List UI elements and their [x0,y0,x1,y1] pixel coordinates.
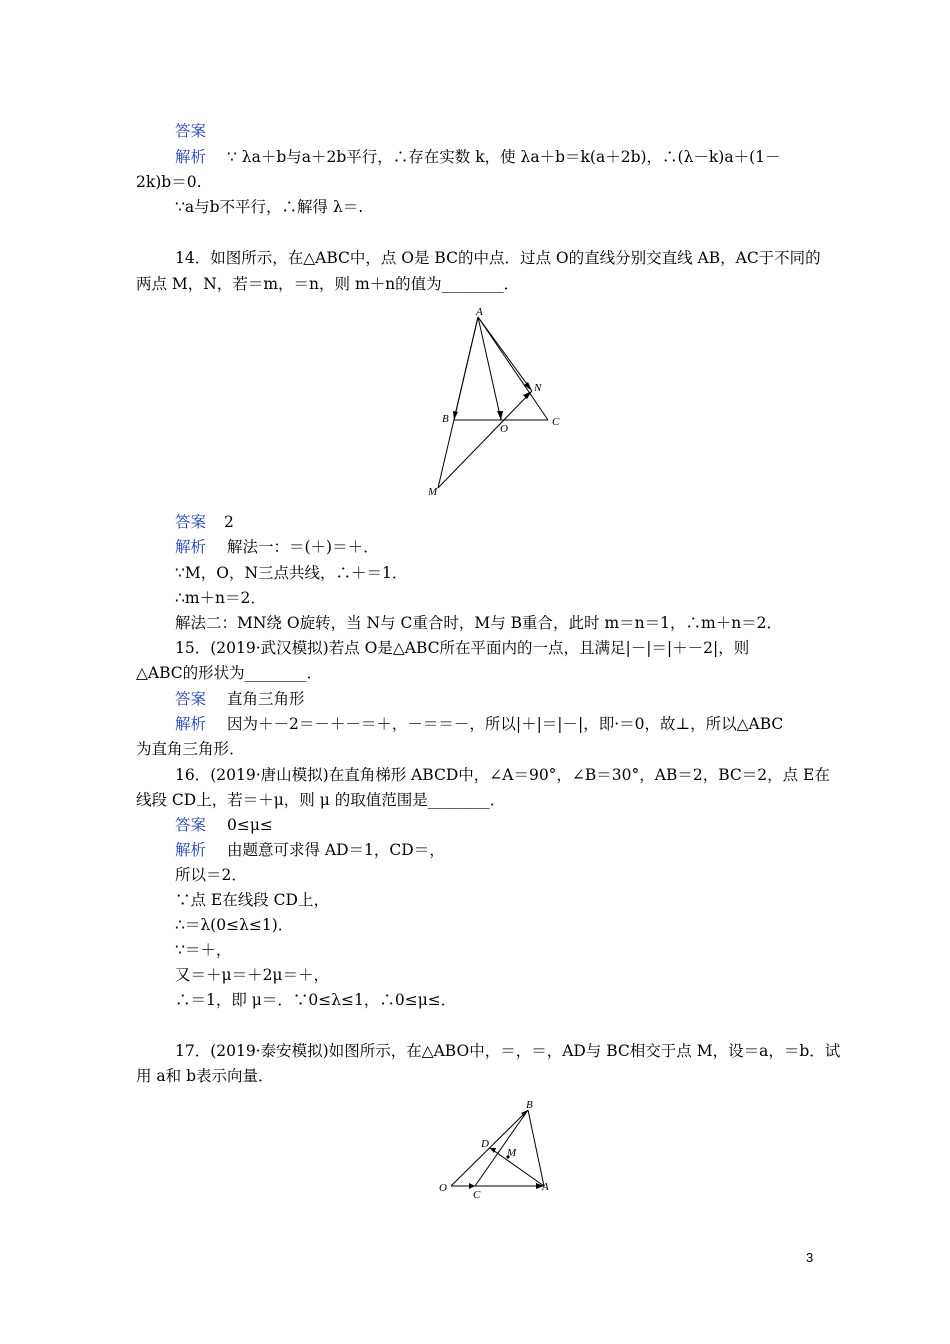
page-number: 3 [806,1250,814,1265]
q16-analysis-line-1: 由题意可求得 AD＝1，CD＝， [227,841,445,859]
label-c: C [552,416,560,428]
q15-analysis-line-1: 因为＋－2＝－＋－＝＋，－＝＝－，所以|＋|＝|－|，即·＝0，故⊥，所以△ABC [227,715,784,733]
label-n: N [534,382,542,394]
q13-analysis-line-1: ∵ λa＋b与a＋2b平行，∴存在实数 k，使 λa＋b＝k(a＋2b)，∴(λ－k)a＋(1－ [227,148,781,166]
q13-analysis-line-2: 2k)b＝0. [136,173,202,191]
label-o: O [500,423,508,435]
q16-analysis-line-4: ∴＝λ(0≤λ≤1)． [175,916,294,934]
q14-stem-line-2: 两点 M，N，若＝m，＝n，则 m＋n的值为________． [136,275,520,293]
line-ba [528,1110,544,1186]
q14-analysis-line-4: 解法二：MN绕 O旋转，当 N与 C重合时，M与 B重合，此时 m＝n＝1，∴m＋n＝2． [175,614,783,632]
q17-triangle-figure [435,1098,560,1203]
line-ac [478,317,548,420]
q15-analysis-label: 解析 [175,715,207,733]
label-b: B [442,413,449,425]
label-a: A [542,1181,549,1193]
q14-stem-line-1: 14．如图所示，在△ABC中，点 O是 BC的中点．过点 O的直线分别交直线 AB，AC于不同的 [175,249,821,267]
q16-answer-label: 答案 [175,816,207,834]
q16-analysis-line-2: 所以＝2． [175,866,247,884]
arrow-head-icon [497,411,503,420]
q14-analysis-label: 解析 [175,538,207,556]
q16-stem-line-1: 16．(2019·唐山模拟)在直角梯形 ABCD中，∠A＝90°，∠B＝30°，AB＝2，BC＝2，点 E在 [175,766,830,784]
q14-answer: 2 [224,513,234,531]
label-c: C [473,1189,481,1201]
label-o: O [439,1182,447,1194]
q15-stem-line-2: △ABC的形状为________． [136,664,323,682]
label-a: A [476,306,483,318]
q15-answer-label: 答案 [175,690,207,708]
label-d: D [481,1138,489,1150]
q17-stem-line-1: 17．(2019·泰安模拟)如图所示，在△ABO中，＝，＝，AD与 BC相交于点 M，设＝a，＝b．试 [175,1042,841,1060]
q16-analysis-line-5: ∵＝＋， [175,941,232,959]
q14-analysis-line-1: 解法一：＝(＋)＝＋． [227,538,379,556]
arrow-head-icon [490,1148,496,1153]
q16-analysis-label: 解析 [175,841,207,859]
q15-answer: 直角三角形 [227,690,305,708]
line-ob [451,1110,528,1186]
q16-stem-line-2: 线段 CD上，若＝＋μ，则 μ 的取值范围是________． [136,791,506,809]
line-mn [438,391,532,488]
q15-stem-line-1: 15．(2019·武汉模拟)若点 O是△ABC所在平面内的一点，且满足|－|＝|＋－2|，则 [175,639,750,657]
q14-analysis-line-3: ∴m＋n＝2． [175,589,266,607]
q16-answer: 0≤μ≤ [227,816,273,834]
label-b: B [526,1099,533,1111]
q17-stem-line-2: 用 a和 b表示向量． [136,1067,274,1085]
q16-analysis-line-7: ∴＝1，即 μ＝．∵0≤λ≤1，∴0≤μ≤． [175,991,457,1009]
q14-triangle-figure [420,305,570,500]
q14-answer-label: 答案 [175,513,207,531]
q14-analysis-line-2: ∵M，O，N三点共线，∴＋＝1． [175,564,408,582]
q15-analysis-line-2: 为直角三角形． [136,740,245,758]
answer-label: 答案 [175,122,207,140]
line-ad [490,1148,544,1186]
analysis-label: 解析 [175,148,207,166]
vector-ab [454,317,478,420]
q16-analysis-line-6: 又＝＋μ＝＋2μ＝＋， [175,966,330,984]
label-m: M [428,486,438,498]
q13-analysis-line-3: ∵a与b不平行，∴解得 λ＝. [175,198,364,216]
label-m: M [507,1147,517,1159]
q16-analysis-line-3: ∵点 E在线段 CD上， [175,891,329,909]
